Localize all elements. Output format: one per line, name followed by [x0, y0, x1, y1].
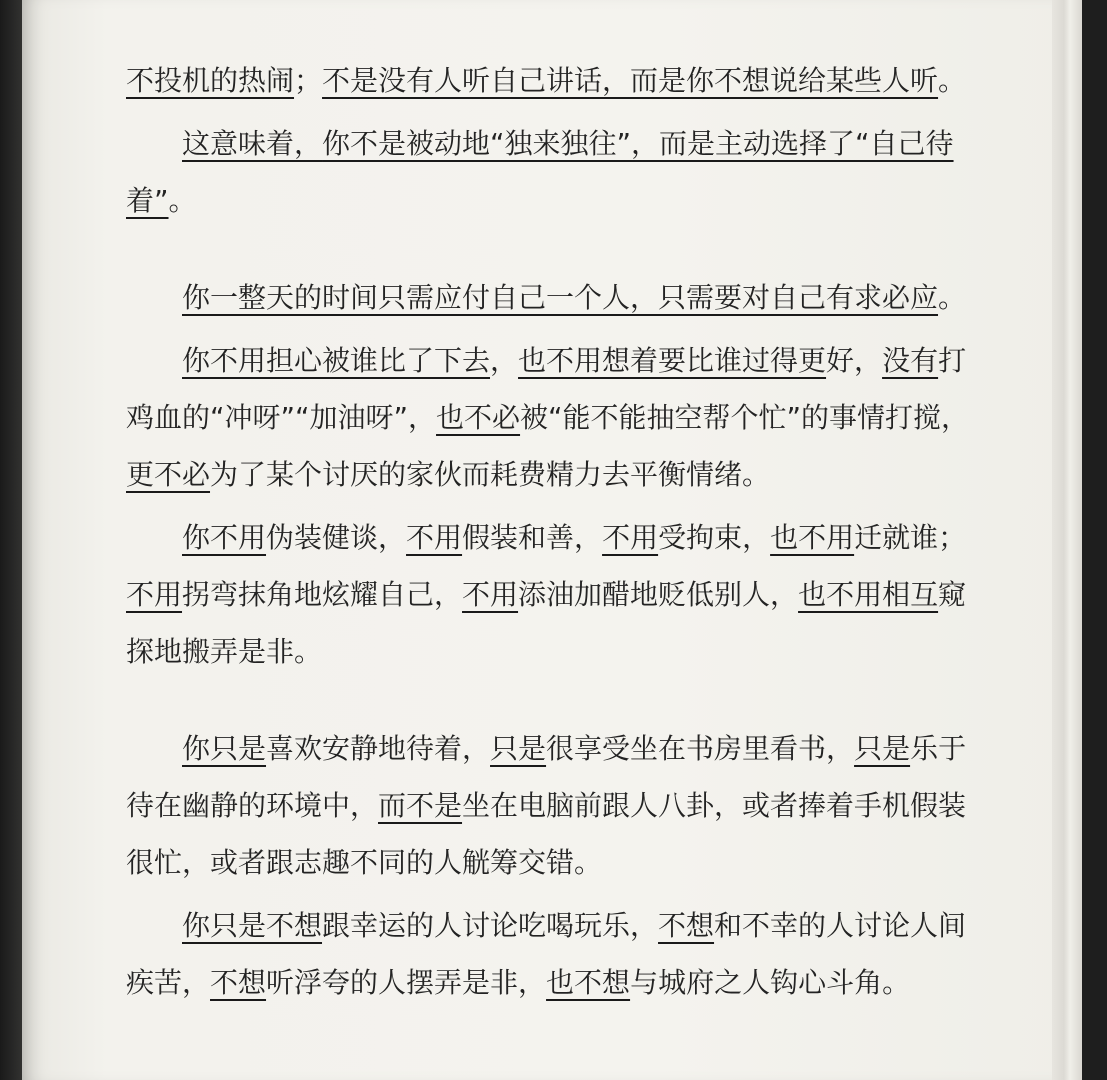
text-run: 好， [826, 344, 883, 377]
underlined-phrase: 不投机的热闹 [126, 64, 295, 97]
text-run: 受拘束， [658, 521, 771, 554]
text-run: 和不幸的人讨论人间疾苦， [126, 909, 967, 999]
page-text [126, 46, 971, 1011]
underlined-phrase: 也不用 [770, 521, 855, 554]
underlined-phrase: 你不用担心被谁比了下去 [182, 344, 491, 377]
underlined-phrase: 只是 [490, 732, 547, 765]
text-run: 坐在电脑前跟人八卦，或者捧着手机假装很忙，或者跟志趣不同的人觥筹交错。 [126, 789, 967, 879]
underlined-phrase: 而不是 [378, 789, 463, 822]
paragraph [126, 52, 971, 109]
underlined-phrase: 更不必 [126, 458, 211, 491]
text-run: ； [294, 64, 323, 97]
text-run: 添油加醋地贬低别人， [518, 578, 799, 611]
text-run: 打鸡血的“冲呀”“加油呀”， [126, 344, 967, 434]
underlined-phrase: 也不必 [436, 401, 521, 434]
text-run: 跟幸运的人讨论吃喝玩乐， [322, 909, 659, 942]
text-run: 喜欢安静地待着， [266, 732, 491, 765]
page-edge [1052, 0, 1082, 1080]
text-run: 。 [938, 64, 967, 97]
underlined-phrase: 这意味着， [182, 127, 323, 160]
text-run: 假装和善， [462, 521, 603, 554]
underlined-phrase: 只是 [854, 732, 911, 765]
paragraph [126, 269, 971, 326]
underlined-phrase: 你一整天的时间只需应付自己一个人，只需要对自己有求必应 [182, 281, 939, 314]
text-run: 乐于待在幽静的环境中， [126, 732, 967, 822]
text-run: 被“能不能抽空帮个忙”的事情打搅， [520, 401, 970, 434]
paragraph [126, 509, 971, 680]
underlined-phrase: 也不用想着要比谁过得更 [518, 344, 827, 377]
text-run: ， [490, 344, 519, 377]
text-run: 。 [938, 281, 967, 314]
text-run: 伪装健谈， [266, 521, 407, 554]
underlined-phrase: 不用 [406, 521, 463, 554]
text-run: 迁就谁； [854, 521, 967, 554]
underlined-phrase: 也不用相互 [798, 578, 939, 611]
underlined-phrase: 不用 [602, 521, 659, 554]
text-run: 窥探地搬弄是非。 [126, 578, 967, 668]
underlined-phrase: 不用 [462, 578, 519, 611]
underlined-phrase: 没有 [882, 344, 939, 377]
underlined-phrase: 你不是被动地“独来独往”，而是主动选择了“自己待着” [126, 127, 954, 217]
paragraph [126, 332, 971, 503]
underlined-phrase: 你只是 [182, 732, 267, 765]
underlined-phrase: 不用 [126, 578, 183, 611]
underlined-phrase: 也不想 [546, 966, 631, 999]
text-run: 为了某个讨厌的家伙而耗费精力去平衡情绪。 [210, 458, 771, 491]
underlined-phrase: 你不用 [182, 521, 267, 554]
text-run: 听浮夸的人摆弄是非， [266, 966, 547, 999]
underlined-phrase: 不想 [210, 966, 267, 999]
text-run: 。 [168, 184, 197, 217]
text-run: 很享受坐在书房里看书， [546, 732, 855, 765]
text-run: 与城府之人钩心斗角。 [630, 966, 911, 999]
underlined-phrase: 你只是不想 [182, 909, 323, 942]
underlined-phrase: 不是没有人听自己讲话，而是你不想说给某些人听 [322, 64, 939, 97]
paragraph [126, 720, 971, 891]
text-run: 拐弯抹角地炫耀自己， [182, 578, 463, 611]
underlined-phrase: 不想 [658, 909, 715, 942]
paragraph [126, 115, 971, 229]
paragraph [126, 897, 971, 1011]
